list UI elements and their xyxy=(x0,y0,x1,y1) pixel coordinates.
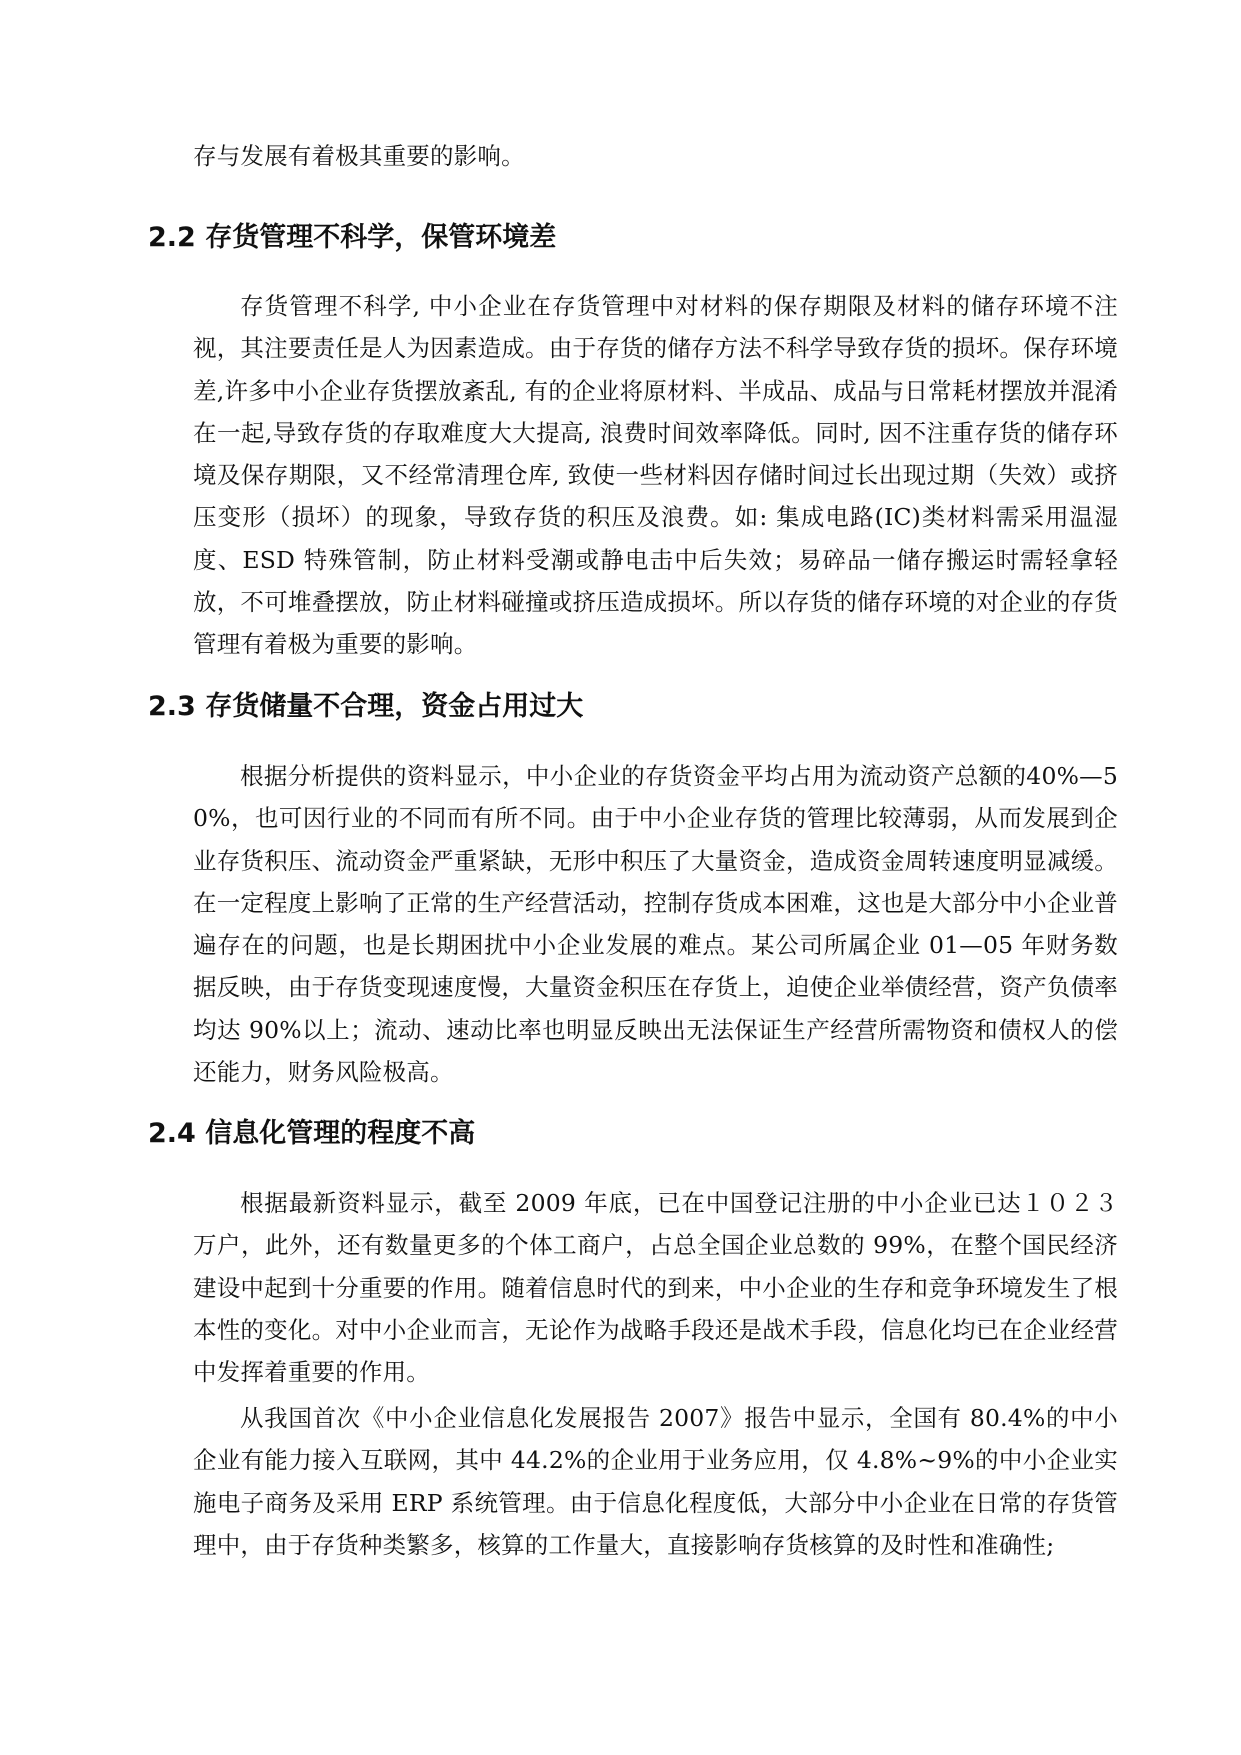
paragraph-section-2-4-second: 从我国首次《中小企业信息化发展报告 2007》报告中显示，全国有 80.4%的中小企业有能力接入互联网，其中 44.2%的企业用于业务应用，仅 4.8%~9%的中小企业实施电子商务及采用 ERP 系统管理。由于信息化程度低，大部分中小企业在日常的存货管理中，由于存货种类繁多，核算的工作量大，直接影响存货核算的及时性和准确性; xyxy=(193,1404,1118,1559)
paragraph-section-2-2: 存货管理不科学, 中小企业在存货管理中对材料的保存期限及材料的储存环境不注视，其注要责任是人为因素造成。由于存货的储存方法不科学导致存货的损坏。保存环境差,许多中小企业存货摆放紊乱, 有的企业将原材料、半成品、成品与日常耗材摆放并混淆在一起,导致存货的存取难度大大提高, 浪费时间效率降低。同时, 因不注重存货的储存环境及保存期限，又不经常清理仓库, 致使一些材料因存储时间过长出现过期（失效）或挤压变形（损坏）的现象，导致存货的积压及浪费。如: 集成电路(IC)类材料需采用温湿度、ESD 特殊管制，防止材料受潮或静电击中后失效；易碎品一储存搬运时需轻拿轻放，不可堆叠摆放，防止材料碰撞或挤压造成损坏。所以存货的储存环境的对企业的存货管理有着极为重要的影响。 xyxy=(193,292,1118,659)
section-heading-2-2: 2.2 存货管理不科学，保管环境差 xyxy=(148,222,557,253)
paragraph-section-2-4-first: 根据最新资料显示，截至 2009 年底，已在中国登记注册的中小企业已达１０２３万户，此外，还有数量更多的个体工商户，占总全国企业总数的 99%，在整个国民经济建设中起到十分重要的作用。随着信息时代的到来，中小企业的生存和竞争环境发生了根本性的变化。对中小企业而言，无论作为战略手段还是战术手段，信息化均已在企业经营中发挥着重要的作用。 xyxy=(193,1189,1118,1387)
paragraph-intro-tail: 存与发展有着极其重要的影响。 xyxy=(193,142,525,170)
section-heading-2-4: 2.4 信息化管理的程度不高 xyxy=(148,1118,476,1149)
paragraph-section-2-3: 根据分析提供的资料显示，中小企业的存货资金平均占用为流动资产总额的40%—50%，也可因行业的不同而有所不同。由于中小企业存货的管理比较薄弱，从而发展到企业存货积压、流动资金严重紧缺，无形中积压了大量资金，造成资金周转速度明显减缓。在一定程度上影响了正常的生产经营活动，控制存货成本困难，这也是大部分中小企业普遍存在的问题，也是长期困扰中小企业发展的难点。某公司所属企业 01—05 年财务数据反映，由于存货变现速度慢，大量资金积压在存货上，迫使企业举债经营，资产负债率均达 90%以上；流动、速动比率也明显反映出无法保证生产经营所需物资和债权人的偿还能力，财务风险极高。 xyxy=(193,762,1118,1087)
section-heading-2-3: 2.3 存货储量不合理，资金占用过大 xyxy=(148,691,584,722)
